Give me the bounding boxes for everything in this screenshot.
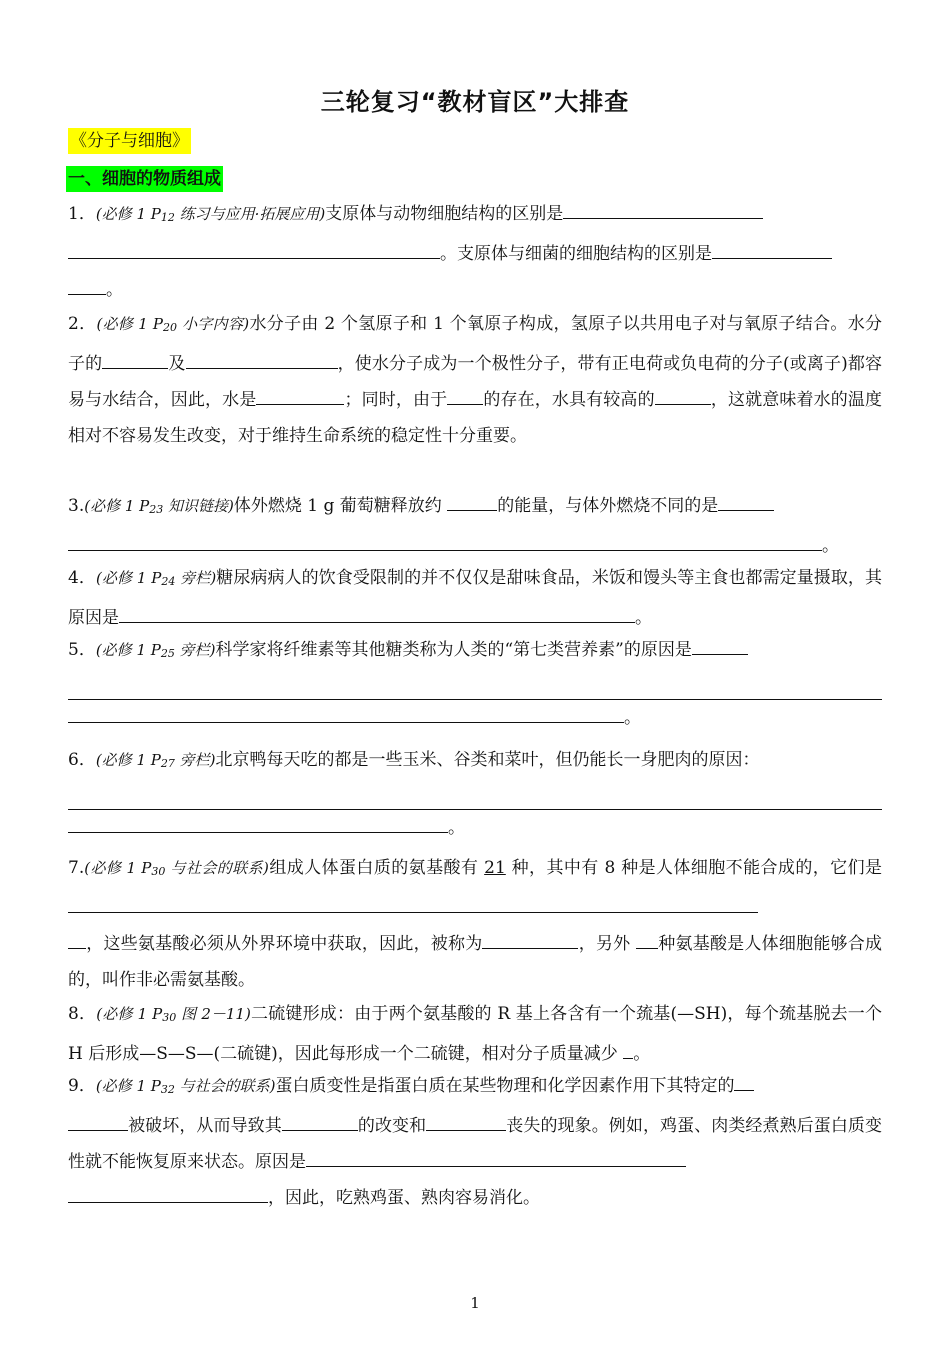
book-tag: 《分子与细胞》	[68, 128, 191, 154]
answer-blank[interactable]	[68, 892, 758, 913]
source-ref: (必修 1 $P_{30}$ 与社会的联系)	[84, 859, 269, 878]
answer-blank[interactable]	[447, 490, 497, 511]
answer-blank[interactable]	[68, 702, 624, 723]
answer-blank[interactable]	[734, 1070, 754, 1091]
answer-blank[interactable]	[563, 198, 763, 219]
section-heading: 一、细胞的物质组成	[66, 166, 223, 192]
source-ref: (必修 1 $P_{24}$ 旁栏)	[95, 569, 217, 588]
answer-blank[interactable]	[718, 490, 774, 511]
answer-blank[interactable]	[692, 634, 748, 655]
source-ref: (必修 1 $P_{12}$ 练习与应用·拓展应用)	[95, 205, 326, 224]
question-6: 6．(必修 1 $P_{27}$ 旁栏)北京鸭每天吃的都是一些玉米、谷类和菜叶，但仍能长一身肥肉的原因： 。	[68, 742, 882, 846]
question-8: 8．(必修 1 $P_{30}$ 图 2－11)二硫键形成：由于两个氨基酸的 R 基上各含有一个巯基(—SH)，每个巯基脱去一个 H 后形成—S—S—(二硫键)，因此每形成一个二硫键，相对分子质量减少 。	[68, 1004, 882, 1064]
question-2: 2．(必修 1 $P_{20}$ 小字内容)水分子由 2 个氢原子和 1 个氧原子构成，氢原子以共用电子对与氧原子结合。水分子的 及 ，使水分子成为一个极性分子，带有正电荷或负电荷的分子(或离子)都容易与水结合，因此，水是 ；同时，由于 的存在，水具有较高的 ，这就意味着水的温度相对不容易发生改变，对于维持生命系统的稳定性十分重要。	[68, 314, 883, 446]
question-9: 9．(必修 1 $P_{32}$ 与社会的联系)蛋白质变性是指蛋白质在某些物理和化学因素作用下其特定的 被破坏，从而导致其 的改变和 丧失的现象。例如，鸡蛋、肉类经煮熟后蛋白质变性就不能恢复原来状态。原因是 ，因此，吃熟鸡蛋、熟肉容易消化。	[68, 1068, 882, 1216]
page-number: 1	[470, 1294, 480, 1312]
answer-blank[interactable]	[186, 348, 338, 369]
source-ref: (必修 1 $P_{32}$ 与社会的联系)	[95, 1077, 276, 1096]
source-ref: (必修 1 $P_{23}$ 知识链接)	[84, 497, 234, 516]
answer-blank[interactable]	[68, 530, 822, 551]
answer-blank[interactable]	[426, 1110, 506, 1131]
answer-blank[interactable]	[68, 274, 106, 295]
answer-blank[interactable]	[119, 602, 635, 623]
answer-blank[interactable]	[68, 238, 440, 259]
answer-blank[interactable]	[306, 1146, 686, 1167]
answer-blank[interactable]	[68, 1110, 128, 1131]
answer-blank[interactable]	[655, 384, 711, 405]
answer-blank[interactable]	[256, 384, 344, 405]
answer-blank[interactable]	[482, 928, 578, 949]
source-ref: (必修 1 $P_{25}$ 旁栏)	[95, 641, 216, 660]
answer-blank[interactable]	[68, 812, 448, 833]
answer-line[interactable]	[68, 672, 882, 700]
question-7: 7.(必修 1 $P_{30}$ 与社会的联系)组成人体蛋白质的氨基酸有 21 种，其中有 8 种是人体细胞不能合成的，它们是 ，这些氨基酸必须从外界环境中获取，因此，被称为 ，另外 种氨基酸是人体细胞能够合成的，叫作非必需氨基酸。	[68, 858, 883, 990]
answer-blank[interactable]	[623, 1038, 633, 1059]
answer-blank[interactable]	[282, 1110, 358, 1131]
question-4: 4．(必修 1 $P_{24}$ 旁栏)糖尿病病人的饮食受限制的并不仅仅是甜味食品，米饭和馒头等主食也都需定量摄取，其原因是 。	[68, 568, 882, 628]
source-ref: (必修 1 $P_{27}$ 旁栏)	[95, 751, 216, 770]
answer-blank[interactable]	[68, 1182, 268, 1203]
answer-blank[interactable]	[712, 238, 832, 259]
answer-line[interactable]	[68, 782, 882, 810]
answer-blank[interactable]	[68, 928, 86, 949]
question-5: 5．(必修 1 $P_{25}$ 旁栏)科学家将纤维素等其他糖类称为人类的“第七类营养素”的原因是 。	[68, 632, 882, 736]
source-ref: (必修 1 $P_{30}$ 图 2－11)	[96, 1005, 251, 1024]
question-3: 3.(必修 1 $P_{23}$ 知识链接)体外燃烧 1 g 葡萄糖释放约 的能量，与体外燃烧不同的是 。	[68, 488, 882, 564]
question-1: 1．(必修 1 $P_{12}$ 练习与应用·拓展应用)支原体与动物细胞结构的区别是 。支原体与细菌的细胞结构的区别是 。	[68, 196, 882, 308]
answer-blank[interactable]	[102, 348, 168, 369]
answer-blank[interactable]	[636, 928, 658, 949]
answer-blank[interactable]	[447, 384, 483, 405]
page-title: 三轮复习“教材盲区”大排查	[320, 88, 630, 116]
source-ref: (必修 1 $P_{20}$ 小字内容)	[96, 315, 250, 334]
